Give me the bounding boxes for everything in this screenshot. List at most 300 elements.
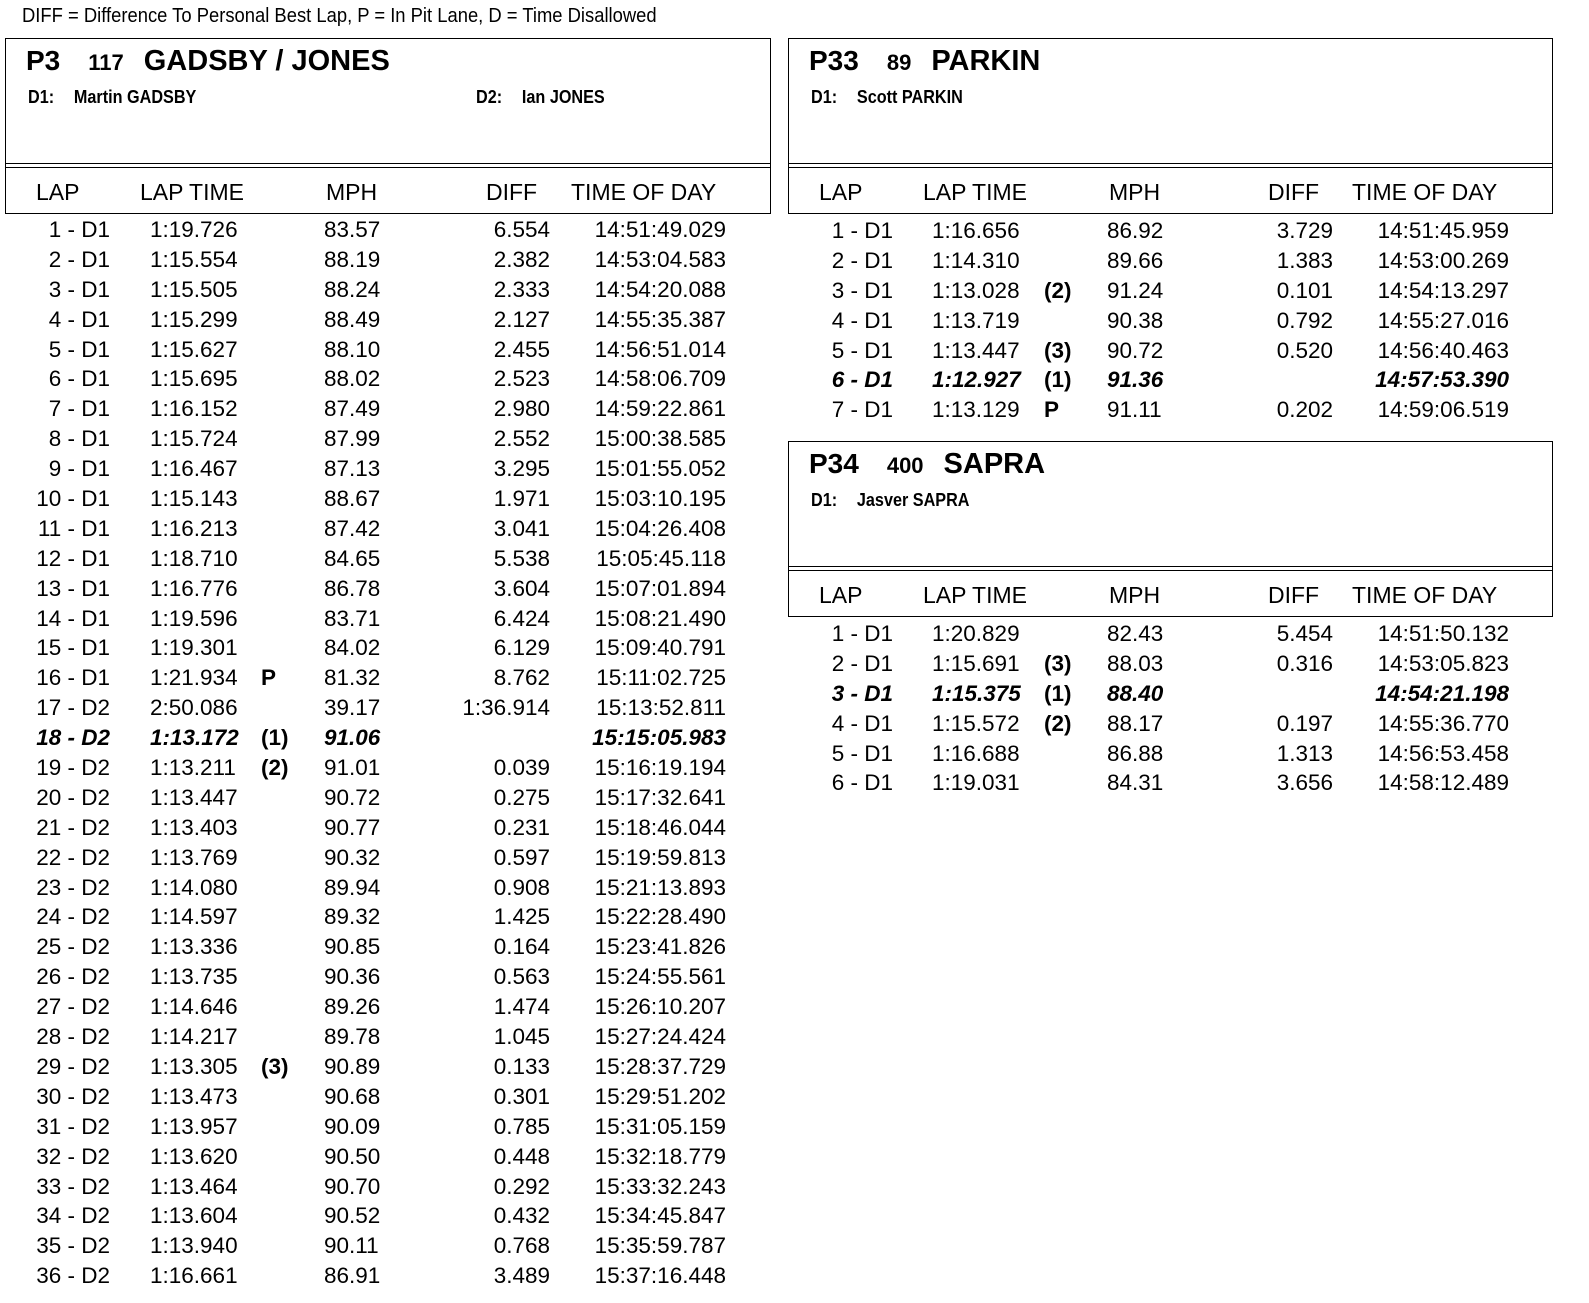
- lap-row: [5, 755, 771, 785]
- lap-row: [5, 635, 771, 665]
- lap-mph: 87.42: [324, 515, 381, 541]
- lap-mph: 90.77: [324, 814, 381, 840]
- car-name: GADSBY / JONES: [143, 45, 390, 77]
- col-header-mph: MPH: [326, 179, 378, 205]
- lap-row: [5, 576, 771, 606]
- lap-time: 1:13.211: [150, 755, 236, 781]
- driver-key: D1:: [28, 87, 55, 107]
- lap-number: 21 - D2: [36, 814, 110, 840]
- lap-number: 3 - D1: [831, 680, 893, 706]
- lap-mph: 88.02: [324, 366, 381, 392]
- lap-mph: 88.10: [324, 336, 381, 362]
- lap-diff: 0.432: [493, 1203, 550, 1229]
- lap-mph: 91.11: [1107, 397, 1162, 423]
- lap-row: [5, 546, 771, 576]
- lap-time-of-day: 14:56:40.463: [1377, 337, 1509, 363]
- lap-time-of-day: 15:17:32.641: [594, 784, 726, 810]
- legend: DIFF = Difference To Personal Best Lap, P = In Pit Lane, D = Time Disallowed: [22, 5, 657, 27]
- lap-time-of-day: 15:04:26.408: [594, 515, 726, 541]
- lap-time-of-day: 15:32:18.779: [594, 1143, 726, 1169]
- lap-row: [788, 397, 1553, 427]
- car-header: [788, 38, 1553, 214]
- lap-time: 1:15.299: [150, 306, 238, 332]
- lap-number: 4 - D1: [831, 710, 893, 736]
- col-header-mph: MPH: [1109, 179, 1161, 205]
- lap-flag: (2): [1044, 277, 1072, 303]
- lap-time: 1:13.940: [150, 1233, 238, 1259]
- lap-diff: 8.762: [493, 665, 550, 691]
- lap-row: [5, 994, 771, 1024]
- lap-time-of-day: 15:33:32.243: [594, 1173, 726, 1199]
- lap-time: 1:18.710: [150, 545, 238, 571]
- lap-mph: 90.32: [324, 844, 381, 870]
- lap-time: 1:14.646: [150, 994, 238, 1020]
- lap-diff: 0.448: [493, 1143, 550, 1169]
- lap-mph: 87.13: [324, 456, 381, 482]
- lap-time-of-day: 14:56:53.458: [1377, 740, 1509, 766]
- driver-name: Scott PARKIN: [856, 87, 963, 107]
- lap-diff: 6.424: [493, 605, 550, 631]
- lap-mph: 86.92: [1107, 218, 1164, 243]
- lap-mph: 90.11: [324, 1233, 379, 1259]
- lap-row: [5, 1263, 771, 1293]
- lap-diff: 0.301: [493, 1083, 550, 1109]
- lap-mph: 84.31: [1107, 770, 1164, 796]
- lap-row: [5, 665, 771, 695]
- lap-mph: 82.43: [1107, 621, 1164, 646]
- lap-time: 1:14.080: [150, 874, 238, 900]
- lap-mph: 89.32: [324, 904, 381, 930]
- lap-time: 1:13.028: [932, 277, 1020, 303]
- lap-time-of-day: 15:03:10.195: [594, 486, 726, 512]
- lap-time-of-day: 15:28:37.729: [594, 1053, 726, 1079]
- lap-time: 1:15.143: [150, 486, 238, 512]
- lap-mph: 90.85: [324, 934, 381, 960]
- lap-row: [5, 366, 771, 396]
- lap-number: 28 - D2: [36, 1024, 110, 1050]
- col-header-lap: LAP: [36, 179, 80, 205]
- lap-time-of-day: 15:13:52.811: [596, 695, 726, 721]
- lap-row: [5, 486, 771, 516]
- lap-row: [5, 934, 771, 964]
- lap-row: [5, 307, 771, 337]
- lap-mph: 91.36: [1107, 367, 1164, 393]
- lap-number: 5 - D1: [831, 337, 893, 363]
- lap-time-of-day: 15:34:45.847: [594, 1203, 726, 1229]
- driver-key: D2:: [476, 87, 503, 107]
- lap-row: [788, 338, 1553, 368]
- car-number: 89: [886, 50, 912, 75]
- lap-time-of-day: 15:01:55.052: [594, 456, 726, 482]
- lap-mph: 83.57: [324, 217, 381, 242]
- lap-number: 24 - D2: [36, 904, 110, 930]
- lap-diff: 0.133: [493, 1053, 550, 1079]
- lap-number: 34 - D2: [36, 1203, 110, 1229]
- lap-diff: 0.164: [493, 934, 550, 960]
- lap-diff: 1.474: [493, 994, 550, 1020]
- lap-number: 6 - D1: [831, 770, 893, 796]
- lap-time: 1:12.927: [932, 367, 1021, 393]
- lap-time: 1:16.656: [932, 218, 1020, 243]
- lap-time: 1:15.695: [150, 366, 238, 392]
- lap-row: [5, 845, 771, 875]
- lap-time: 1:14.217: [150, 1024, 238, 1050]
- lap-flag: (1): [1044, 367, 1072, 393]
- lap-mph: 88.40: [1107, 680, 1164, 706]
- lap-diff: 0.908: [493, 874, 550, 900]
- lap-row: [5, 904, 771, 934]
- lap-number: 30 - D2: [36, 1083, 110, 1109]
- lap-time-of-day: 14:53:05.823: [1377, 650, 1509, 676]
- lap-number: 36 - D2: [36, 1263, 110, 1289]
- lap-time-of-day: 14:59:06.519: [1377, 397, 1509, 423]
- lap-mph: 89.66: [1107, 247, 1164, 273]
- lap-diff: 0.520: [1276, 337, 1333, 363]
- lap-time: 1:20.829: [932, 621, 1020, 646]
- lap-row: [5, 695, 771, 725]
- lap-number: 6 - D1: [48, 366, 110, 392]
- lap-time: 1:15.554: [150, 246, 238, 272]
- lap-mph: 90.68: [324, 1083, 381, 1109]
- lap-time: 1:13.336: [150, 934, 238, 960]
- lap-number: 13 - D1: [36, 575, 110, 601]
- lap-time: 1:16.688: [932, 740, 1020, 766]
- lap-number: 32 - D2: [36, 1143, 110, 1169]
- lap-time-of-day: 15:37:16.448: [594, 1263, 726, 1289]
- lap-time: 1:16.467: [150, 456, 238, 482]
- lap-time-of-day: 15:22:28.490: [594, 904, 726, 930]
- lap-number: 23 - D2: [36, 874, 110, 900]
- lap-time: 1:14.597: [150, 904, 238, 930]
- lap-time-of-day: 15:19:59.813: [594, 844, 726, 870]
- lap-mph: 88.49: [324, 306, 381, 332]
- lap-mph: 90.52: [324, 1203, 381, 1229]
- lap-time: 1:15.375: [932, 680, 1021, 706]
- lap-number: 22 - D2: [36, 844, 110, 870]
- driver-1: [28, 87, 196, 108]
- lap-rows: [5, 217, 771, 1293]
- driver-1: [811, 87, 963, 108]
- lap-mph: 90.72: [324, 784, 381, 810]
- lap-diff: 3.295: [493, 456, 550, 482]
- lap-number: 2 - D1: [48, 246, 110, 272]
- lap-flag: (3): [1044, 650, 1072, 676]
- lap-time-of-day: 15:00:38.585: [594, 426, 726, 452]
- lap-number: 20 - D2: [36, 784, 110, 810]
- lap-row: [788, 770, 1553, 800]
- lap-time-of-day: 14:54:20.088: [594, 276, 726, 302]
- lap-number: 6 - D1: [831, 367, 893, 393]
- driver-name: Jasver SAPRA: [856, 490, 970, 510]
- lap-number: 29 - D2: [36, 1053, 110, 1079]
- lap-time: 1:13.735: [150, 964, 238, 990]
- lap-flag: P: [261, 665, 277, 691]
- lap-diff: 1.425: [493, 904, 550, 930]
- lap-time-of-day: 15:15:05.983: [592, 725, 726, 751]
- col-header-lap: LAP: [819, 179, 863, 205]
- col-header-lap-time: LAP TIME: [923, 582, 1027, 608]
- lap-time-of-day: 15:35:59.787: [594, 1233, 726, 1259]
- lap-row: [5, 217, 771, 247]
- lap-mph: 86.88: [1107, 740, 1164, 766]
- lap-number: 4 - D1: [48, 306, 110, 332]
- lap-diff: 3.604: [493, 575, 550, 601]
- lap-number: 14 - D1: [36, 605, 110, 631]
- lap-mph: 90.50: [324, 1143, 381, 1169]
- lap-time-of-day: 15:31:05.159: [594, 1113, 726, 1139]
- lap-mph: 88.24: [324, 276, 381, 302]
- lap-row: [5, 785, 771, 815]
- lap-number: 25 - D2: [36, 934, 110, 960]
- lap-row: [5, 1203, 771, 1233]
- lap-row: [5, 456, 771, 486]
- lap-diff: 0.785: [493, 1113, 550, 1139]
- lap-diff: 0.101: [1276, 277, 1333, 303]
- car-title: [26, 45, 390, 78]
- lap-rows: [788, 218, 1553, 427]
- lap-diff: 3.041: [493, 515, 550, 541]
- lap-number: 5 - D1: [831, 740, 893, 766]
- lap-number: 2 - D1: [831, 650, 893, 676]
- lap-time-of-day: 15:21:13.893: [594, 874, 726, 900]
- lap-diff: 2.333: [493, 276, 550, 302]
- lap-diff: 2.455: [493, 336, 550, 362]
- lap-diff: 0.039: [493, 755, 550, 781]
- lap-mph: 88.19: [324, 246, 381, 272]
- driver-1: [811, 490, 969, 511]
- col-header-diff: DIFF: [1268, 179, 1320, 205]
- lap-diff: 0.231: [493, 814, 550, 840]
- lap-flag: P: [1044, 397, 1060, 423]
- lap-number: 7 - D1: [831, 397, 893, 423]
- driver-name: Ian JONES: [521, 87, 605, 107]
- lap-mph: 84.02: [324, 635, 381, 661]
- lap-diff: 0.768: [493, 1233, 550, 1259]
- lap-time-of-day: 14:54:13.297: [1377, 277, 1509, 303]
- col-header-time-of-day: TIME OF DAY: [1352, 179, 1498, 205]
- col-header-time-of-day: TIME OF DAY: [1352, 582, 1498, 608]
- lap-time: 1:15.572: [932, 710, 1020, 736]
- header-divider: [6, 163, 770, 168]
- lap-time: 1:13.464: [150, 1173, 238, 1199]
- lap-row-best: [5, 725, 771, 755]
- lap-time-of-day: 14:58:12.489: [1377, 770, 1509, 796]
- lap-flag: (3): [1044, 337, 1072, 363]
- lap-number: 18 - D2: [36, 725, 110, 751]
- lap-diff: 2.127: [493, 306, 550, 332]
- lap-time: 1:15.627: [150, 336, 238, 362]
- lap-mph: 87.99: [324, 426, 381, 452]
- lap-mph: 39.17: [324, 695, 381, 721]
- lap-time: 1:16.661: [150, 1263, 238, 1289]
- lap-rows: [788, 621, 1553, 800]
- lap-mph: 86.91: [324, 1263, 381, 1289]
- lap-mph: 84.65: [324, 545, 381, 571]
- lap-flag: (3): [261, 1053, 289, 1079]
- lap-time-of-day: 15:24:55.561: [594, 964, 726, 990]
- lap-mph: 89.78: [324, 1024, 381, 1050]
- lap-time: 1:13.620: [150, 1143, 238, 1169]
- lap-diff: 0.792: [1276, 307, 1333, 333]
- lap-number: 9 - D1: [48, 456, 110, 482]
- lap-row: [788, 248, 1553, 278]
- lap-row: [5, 426, 771, 456]
- lap-mph: 89.26: [324, 994, 381, 1020]
- driver-key: D1:: [811, 490, 838, 510]
- lap-number: 26 - D2: [36, 964, 110, 990]
- lap-number: 3 - D1: [831, 277, 893, 303]
- lap-time: 1:13.473: [150, 1083, 238, 1109]
- col-header-mph: MPH: [1109, 582, 1161, 608]
- lap-flag: (2): [1044, 710, 1072, 736]
- lap-number: 1 - D1: [831, 218, 893, 243]
- lap-diff: 0.316: [1276, 650, 1333, 676]
- car-header: [5, 38, 771, 214]
- lap-time: 1:19.301: [150, 635, 238, 661]
- lap-diff: 2.552: [493, 426, 550, 452]
- lap-diff: 6.554: [493, 217, 550, 242]
- lap-number: 15 - D1: [36, 635, 110, 661]
- lap-time-of-day: 14:54:21.198: [1375, 680, 1509, 706]
- lap-number: 1 - D1: [831, 621, 893, 646]
- lap-row: [5, 1174, 771, 1204]
- lap-row: [5, 1144, 771, 1174]
- lap-time-of-day: 14:53:00.269: [1377, 247, 1509, 273]
- lap-diff: 6.129: [493, 635, 550, 661]
- lap-row: [5, 815, 771, 845]
- lap-mph: 90.38: [1107, 307, 1164, 333]
- lap-time-of-day: 15:11:02.725: [596, 665, 726, 691]
- lap-diff: 0.197: [1276, 710, 1333, 736]
- lap-diff: 2.523: [493, 366, 550, 392]
- lap-time-of-day: 15:18:46.044: [594, 814, 726, 840]
- lap-row: [5, 964, 771, 994]
- car-header: [788, 441, 1553, 617]
- lap-mph: 90.36: [324, 964, 381, 990]
- lap-number: 8 - D1: [48, 426, 110, 452]
- lap-number: 4 - D1: [831, 307, 893, 333]
- lap-time: 1:19.726: [150, 217, 238, 242]
- lap-row: [5, 875, 771, 905]
- lap-number: 16 - D1: [36, 665, 110, 691]
- lap-time: 1:13.769: [150, 844, 238, 870]
- car-name: SAPRA: [943, 448, 1046, 480]
- driver-2: [476, 87, 605, 108]
- lap-time-of-day: 15:09:40.791: [594, 635, 726, 661]
- lap-time-of-day: 14:57:53.390: [1375, 367, 1509, 393]
- lap-diff: 0.275: [493, 784, 550, 810]
- lap-number: 31 - D2: [36, 1113, 110, 1139]
- lap-time: 1:13.403: [150, 814, 238, 840]
- lap-time: 1:13.305: [150, 1053, 238, 1079]
- lap-time-of-day: 14:58:06.709: [594, 366, 726, 392]
- lap-number: 19 - D2: [36, 755, 110, 781]
- lap-row: [788, 741, 1553, 771]
- lap-number: 1 - D1: [48, 217, 110, 242]
- lap-mph: 90.89: [324, 1053, 381, 1079]
- lap-row: [788, 218, 1553, 248]
- lap-time-of-day: 14:59:22.861: [594, 396, 726, 422]
- col-header-lap-time: LAP TIME: [923, 179, 1027, 205]
- lap-number: 5 - D1: [48, 336, 110, 362]
- lap-time-of-day: 14:51:45.959: [1377, 218, 1509, 243]
- lap-time: 1:15.724: [150, 426, 238, 452]
- lap-time-of-day: 14:55:35.387: [594, 306, 726, 332]
- lap-row: [788, 278, 1553, 308]
- lap-time-of-day: 15:29:51.202: [594, 1083, 726, 1109]
- lap-time: 1:19.031: [932, 770, 1020, 796]
- lap-diff: 0.563: [493, 964, 550, 990]
- lap-diff: 5.538: [493, 545, 550, 571]
- lap-number: 33 - D2: [36, 1173, 110, 1199]
- lap-mph: 91.24: [1107, 277, 1164, 303]
- lap-number: 11 - D1: [37, 515, 110, 541]
- lap-row: [5, 1084, 771, 1114]
- lap-row-best: [788, 367, 1553, 397]
- lap-time: 1:16.152: [150, 396, 238, 422]
- lap-diff: 1.971: [493, 486, 550, 512]
- lap-diff: 3.489: [493, 1263, 550, 1289]
- lap-time-of-day: 14:51:49.029: [594, 217, 726, 242]
- lap-mph: 88.17: [1107, 710, 1164, 736]
- lap-number: 35 - D2: [36, 1233, 110, 1259]
- lap-mph: 88.03: [1107, 650, 1164, 676]
- col-header-diff: DIFF: [1268, 582, 1320, 608]
- lap-diff: 0.202: [1276, 397, 1333, 423]
- car-position: P3: [26, 45, 61, 76]
- lap-number: 27 - D2: [36, 994, 110, 1020]
- lap-mph: 90.09: [324, 1113, 381, 1139]
- col-header-diff: DIFF: [486, 179, 538, 205]
- lap-time: 1:14.310: [932, 247, 1020, 273]
- lap-mph: 90.70: [324, 1173, 381, 1199]
- car-title: [809, 45, 1040, 78]
- lap-time: 1:16.213: [150, 515, 238, 541]
- lap-mph: 87.49: [324, 396, 381, 422]
- lap-diff: 1:36.914: [462, 695, 550, 721]
- lap-mph: 91.01: [324, 755, 381, 781]
- lap-row: [5, 1024, 771, 1054]
- car-number: 117: [88, 50, 124, 75]
- lap-number: 17 - D2: [36, 695, 110, 721]
- lap-mph: 81.32: [324, 665, 381, 691]
- col-header-time-of-day: TIME OF DAY: [571, 179, 717, 205]
- car-name: PARKIN: [931, 45, 1041, 77]
- lap-time: 1:13.604: [150, 1203, 238, 1229]
- col-header-lap: LAP: [819, 582, 863, 608]
- lap-flag: (2): [261, 755, 289, 781]
- lap-time: 2:50.086: [150, 695, 238, 721]
- lap-diff: 2.382: [493, 246, 550, 272]
- lap-time-of-day: 15:08:21.490: [594, 605, 726, 631]
- lap-flag: (1): [1044, 680, 1072, 706]
- lap-number: 7 - D1: [48, 396, 110, 422]
- lap-row: [5, 1114, 771, 1144]
- lap-time: 1:15.505: [150, 276, 238, 302]
- driver-name: Martin GADSBY: [73, 87, 197, 107]
- lap-row: [5, 1054, 771, 1084]
- lap-row: [5, 516, 771, 546]
- lap-time: 1:21.934: [150, 665, 238, 691]
- lap-time-of-day: 14:55:36.770: [1377, 710, 1509, 736]
- lap-row-best: [788, 681, 1553, 711]
- lap-diff: 3.656: [1276, 770, 1333, 796]
- lap-mph: 83.71: [324, 605, 381, 631]
- lap-diff: 1.045: [493, 1024, 550, 1050]
- lap-row: [5, 396, 771, 426]
- lap-number: 3 - D1: [48, 276, 110, 302]
- header-divider: [789, 163, 1552, 168]
